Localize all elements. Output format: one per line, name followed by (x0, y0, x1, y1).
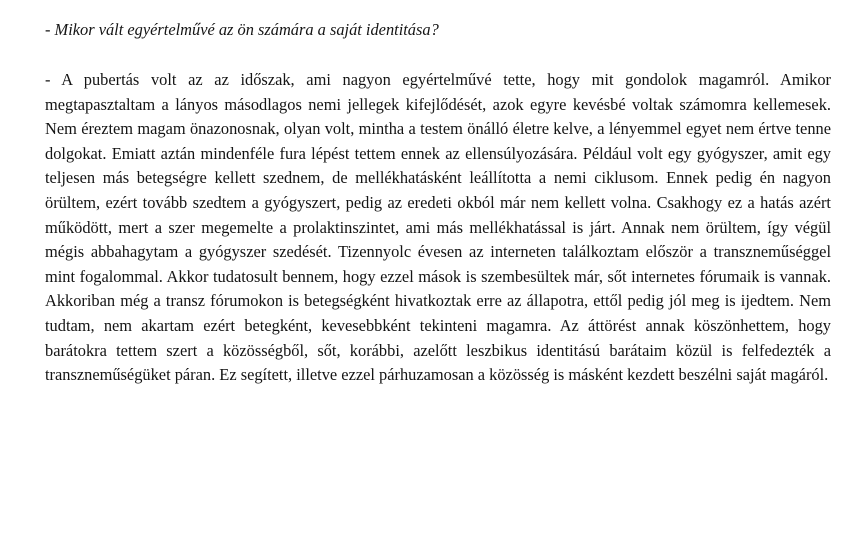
interview-document (45, 18, 831, 388)
interview-question: - Mikor vált egyértelművé az ön számára a saját identitása? (45, 20, 439, 39)
interview-answer: - A pubertás volt az az időszak, ami nagyon egyértelművé tette, hogy mit gondolok magamról. Amikor megtapasztaltam a lányos másodlagos nemi jellegek kifejlődését, azok egyre kevésbé voltak számomra kellemesek. Nem éreztem magam önazonosnak, olyan volt, mintha a testem önálló életre kelve, a lényemmel egyet nem értve tenne dolgokat. Emiatt aztán mindenféle fura lépést tettem ennek az ellensúlyozására. Például volt egy gyógyszer, amit egy teljesen más betegségre kellett szednem, de mellékhatásként leállította a nemi ciklusom. Ennek pedig én nagyon örültem, ezért tovább szedtem a gyógyszert, pedig az eredeti okból már nem kellett volna. Csakhogy ez a hatás azért működött, mert a szer megemelte a prolaktinszintet, ami más mellékhatással is járt. Annak nem örültem, így végül mégis abbahagytam a gyógyszer szedését. Tizennyolc évesen az interneten találkoztam először a transzneműséggel mint fogalommal. Akkor tudatosult bennem, hogy ezzel mások is szembesültek már, sőt internetes fórumaik is vannak. Akkoriban még a transz fórumokon is betegségként hivatkoztak erre az állapotra, ettől pedig jól meg is ijedtem. Nem tudtam, nem akartam ezért betegként, kevesebbként tekinteni magamra. Az áttörést annak köszönhettem, hogy barátokra tettem szert a közösségből, sőt, korábbi, azelőtt leszbikus identitású barátaim közül is felfedezték a transzneműségüket páran. Ez segített, illetve ezzel párhuzamosan a közösség is másként kezdett beszélni saját magáról. (45, 70, 831, 385)
